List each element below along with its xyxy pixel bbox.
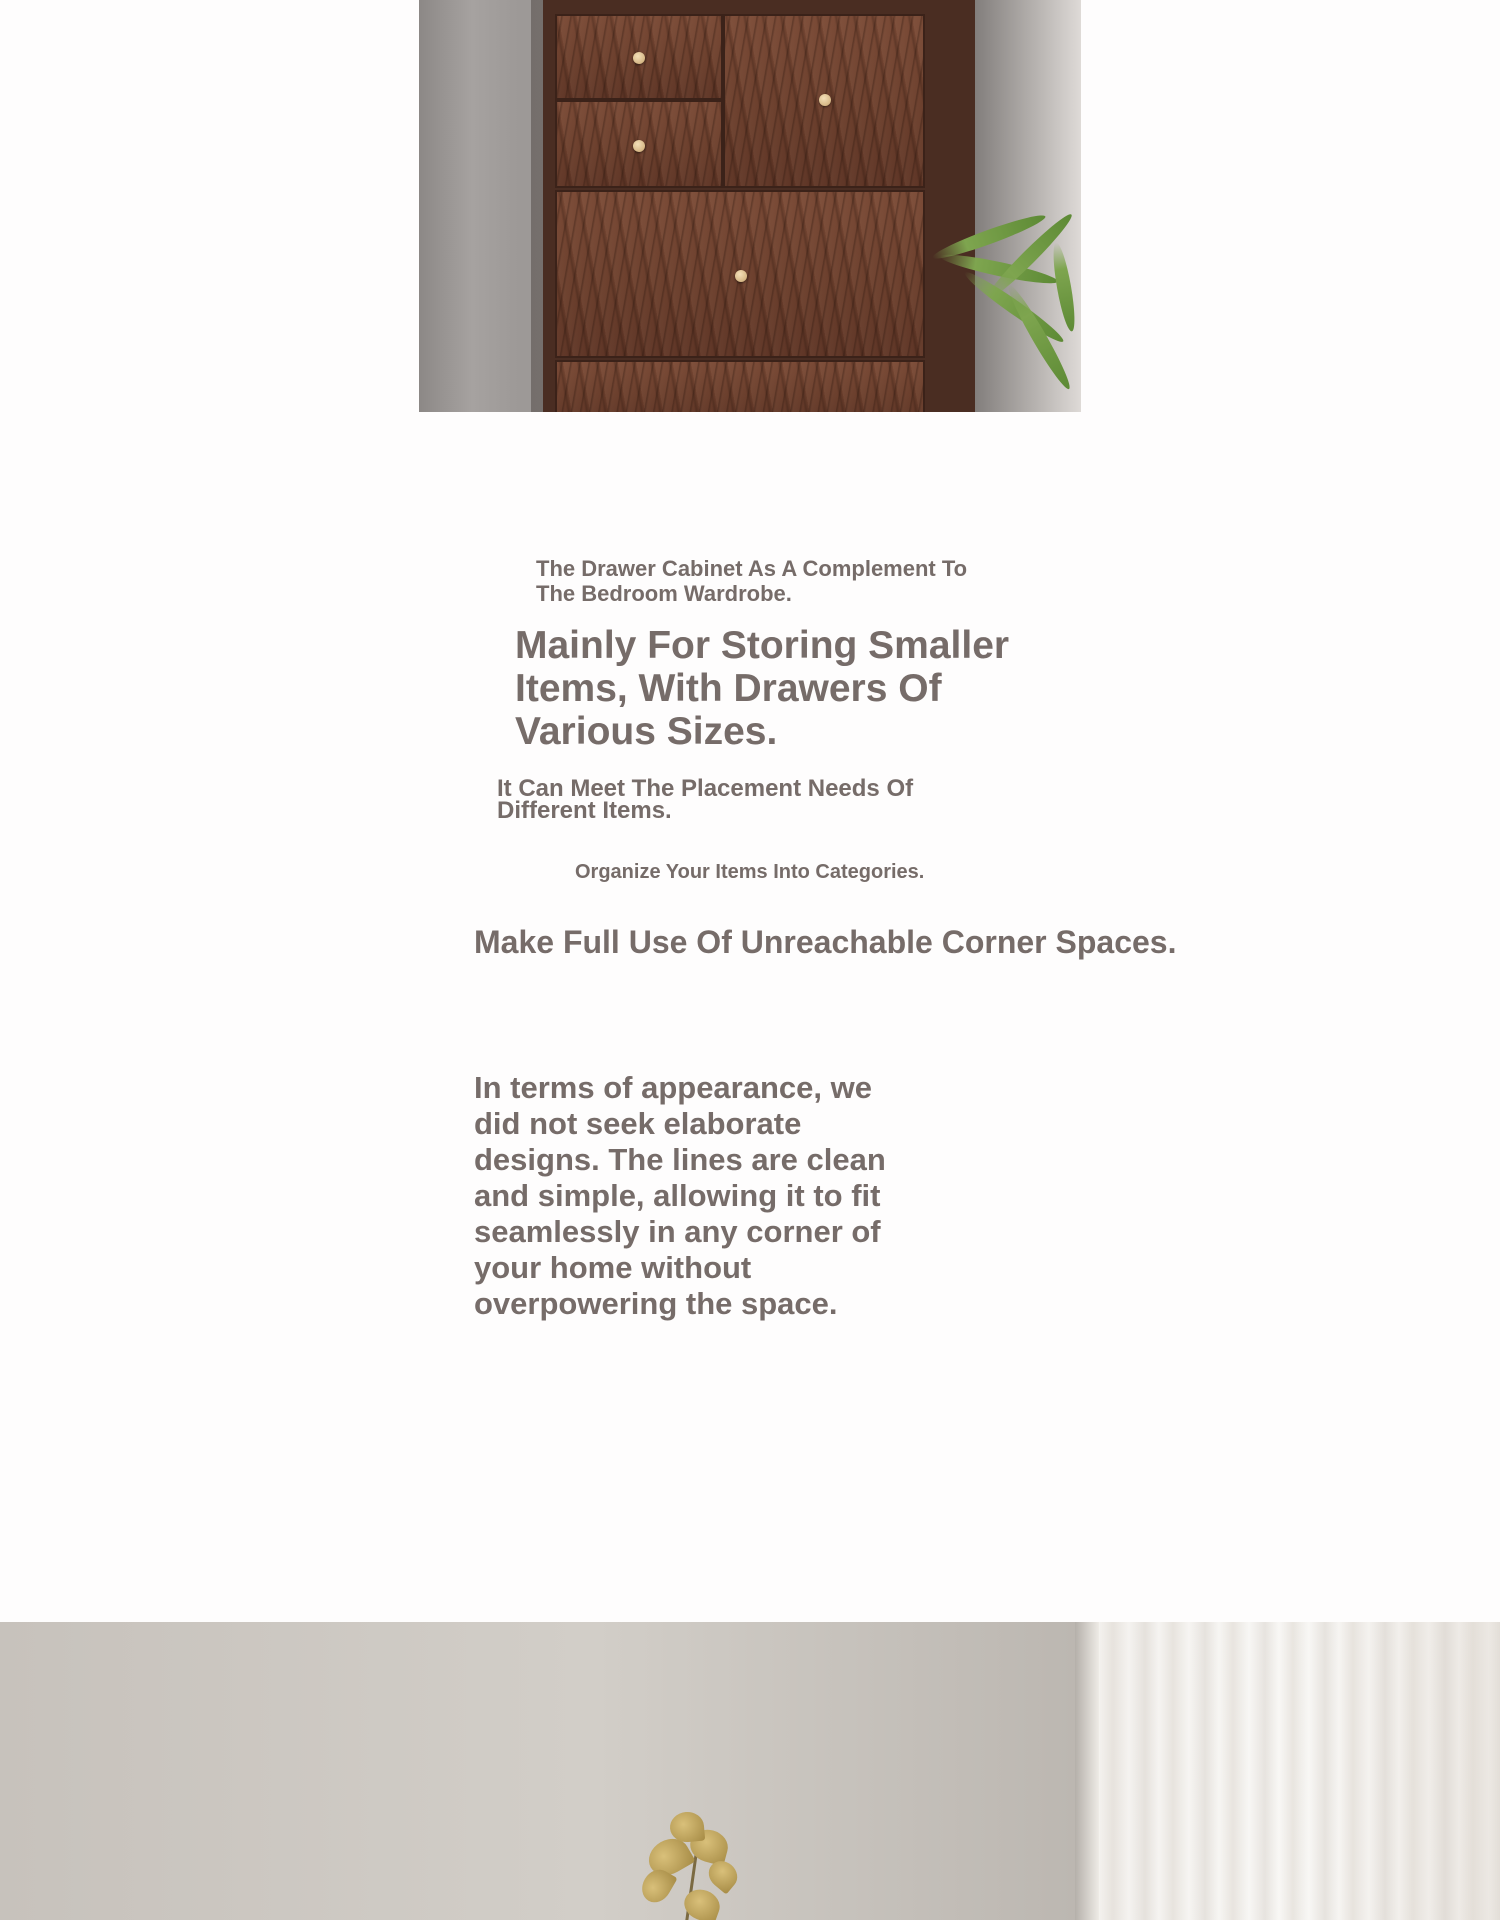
drawer-knob: [735, 270, 747, 282]
window-frame: [1075, 1622, 1099, 1920]
drawer-knob: [633, 140, 645, 152]
headline-storing-items: Mainly For Storing Smaller Items, With Drawers Of Various Sizes.: [515, 624, 1010, 753]
drawer-knob: [633, 52, 645, 64]
headline-corner-spaces: Make Full Use Of Unreachable Corner Spaces.: [474, 924, 1177, 960]
medium-drawer: [723, 14, 925, 188]
cabinet-body: [543, 0, 975, 412]
small-drawer-top: [555, 14, 723, 100]
tagline-organize: Organize Your Items Into Categories.: [575, 861, 925, 883]
subtitle-placement-needs: It Can Meet The Placement Needs Of Different Items.: [497, 775, 914, 824]
large-drawer: [555, 190, 925, 358]
subtitle-complement: The Drawer Cabinet As A Complement To The Bedroom Wardrobe.: [536, 556, 968, 606]
wall-background: [975, 0, 1081, 412]
curtain: [1099, 1622, 1500, 1920]
paragraph-appearance: In terms of appearance, we did not seek elaborate designs. The lines are clean and simple, allowing it to fit seamlessly in any corner of your home without overpowering the space.: [474, 1070, 886, 1321]
bottom-drawer: [555, 360, 925, 412]
drawer-cabinet-photo: [419, 0, 1081, 412]
drawer-knob: [819, 94, 831, 106]
room-interior-photo: [0, 1622, 1500, 1920]
small-drawer-bottom: [555, 100, 723, 188]
room-wall: [0, 1622, 1075, 1920]
